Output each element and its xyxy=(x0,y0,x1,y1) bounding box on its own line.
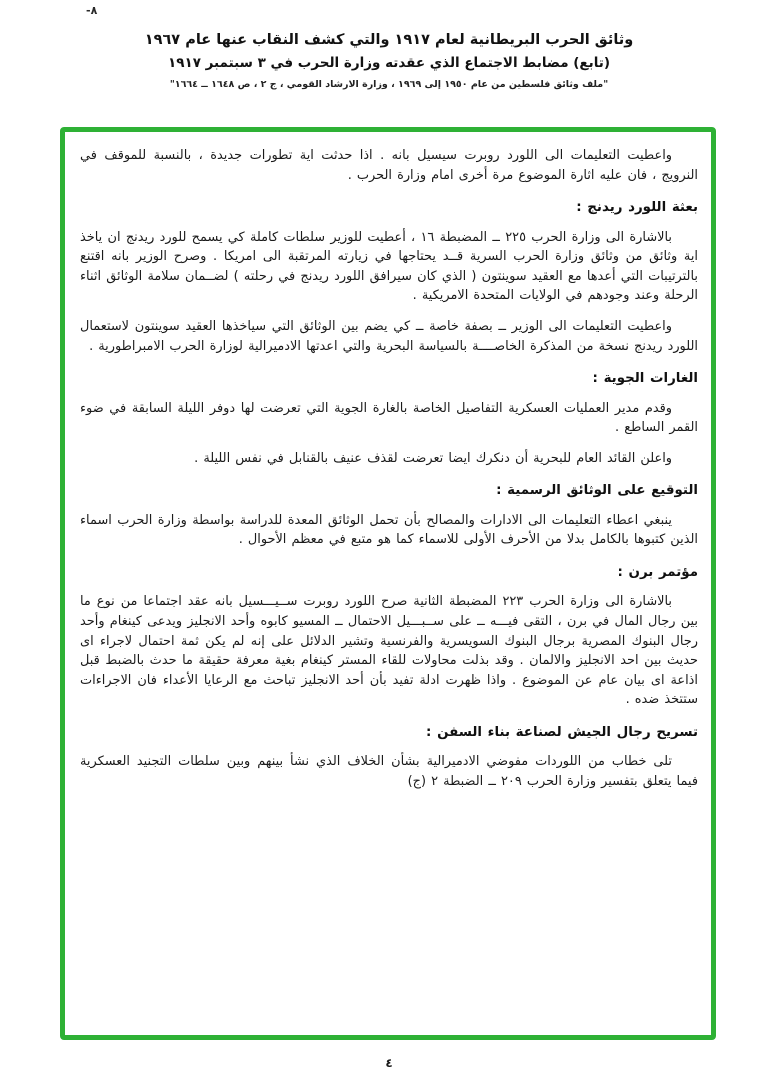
section-heading-signing-official-documents: التوقيع على الوثائق الرسمية : xyxy=(496,483,698,499)
section-paragraph: واعلن القائد العام للبحرية أن دنكرك ايضا تعرضت لقذف عنيف بالقنابل في نفس الليلة . xyxy=(194,450,672,466)
page-number: ٤ xyxy=(385,1056,393,1070)
section-heading-army-discharge-shipbuilding: تسريح رجال الجيش لصناعة بناء السفن : xyxy=(426,725,698,741)
section-heading-lord-reading-mission: بعثة اللورد ريدنج : xyxy=(576,200,698,216)
section-paragraph: بالاشارة الى وزارة الحرب ٢٢٣ المضبطة الثانية صرح اللورد روبرت ســيـــسيل بانه عقد اجتماعا من نوع ما بين رجال المال في برن ، التقى فيـــه ــ على ســبـــيل الاحتمال ــ المسيو كابوه وأحد الانجليز ويدعى كينغام وأحد رجال البنوك المصرية برجال البنوك السويسرية والفرنسية وتشير الدلائل على إنه لم يكن ثمة احتمال لاجراء اى حديث بين احد الانجليز والالمان . وقد بذلت محاولات للقاء المستر كينغام بغية معرفة حقيقة ما حدث بالضبط قبل اذاعة اى بيان عام عن الموضوع . واذا ظهرت ادلة تفيد بأن أحد الانجليز تباحث مع الرعايا الأعداء فان الاجراءات ستتخذ ضده . xyxy=(80,594,698,708)
section-paragraph: واعطيت التعليمات الى الوزير ــ بصفة خاصة ــ كي يضم بين الوثائق التي سياخذها العقيد سوينتون لاستعمال اللورد ريدنج نسخة من المذكرة الخاصــــة بالسياسة البحرية والتي اعدتها الادميرالية لوزارة الحرب الامبراطورية . xyxy=(80,319,698,354)
section-paragraph: بالاشارة الى وزارة الحرب ٢٢٥ ــ المضبطة ١٦ ، أعطيت للوزير سلطات كاملة كي يسمح للورد ريدنج ان ياخذ اية وثائق من وثائق وزارة الحرب السرية قــد يحتاجها في زيارته المرتقبة الى امريكا . وصرح الوزير بانه اقتنع بالترتيبات التي أعدها مع العقيد سوينتون ( الذي كان سيرافق اللورد ريدنج في رحلته ) لضــمان سلامة الوثائق اثناء الرحلة وعند وجودهم في الولايات المتحدة الامريكية . xyxy=(80,229,698,304)
document-body xyxy=(80,146,698,1028)
section-paragraph: تلى خطاب من اللوردات مفوضي الادميرالية بشأن الخلاف الذي نشأ بينهم وبين سلطات التجنيد العسكرية فيما يتعلق بتفسير وزارة الحرب ٢٠٩ ــ الضبطة ٢ (ج) xyxy=(80,754,698,790)
header-title-line1: وثائق الحرب البريطانية لعام ١٩١٧ والتي كشف النقاب عنها عام ١٩٦٧ xyxy=(144,32,634,48)
intro-paragraph: واعطيت التعليمات الى اللورد روبرت سيسيل بانه . اذا حدثت اية تطورات جديدة ، بالنسبة للموقف في النرويج ، فان عليه اثارة الموضوع مرة أخرى امام وزارة الحرب . xyxy=(80,148,698,183)
section-paragraph: ينبغي اعطاء التعليمات الى الادارات والمصالح بأن تحمل الوثائق المعدة للدراسة بواسطة وزارة الحرب اسماء الذين كتبوها بالكامل بدلا من الأحرف الأولى للاسماء كما هو متبع في معظم الأحوال . xyxy=(80,512,698,548)
corner-mark: -٨ xyxy=(86,4,98,17)
section-heading-bern-conference: مؤتمر برن : xyxy=(617,565,698,581)
document-header xyxy=(40,32,738,90)
header-title-line2: (تابع) مضابط الاجتماع الذي عقدته وزارة الحرب في ٣ سبتمبر ١٩١٧ xyxy=(167,55,611,71)
section-paragraph: وقدم مدير العمليات العسكرية التفاصيل الخاصة بالغارة الجوية التي تعرضت لها دوفر الليلة السابقة في ضوء القمر الساطع . xyxy=(80,400,698,436)
header-source-line: "ملف وثائق فلسطين من عام ١٩٥٠ إلى ١٩٦٩ ، وزارة الارشاد القومي ، ج ٢ ، ص ١٦٤٨ ــ ١٦٦٤" xyxy=(169,79,609,90)
section-heading-air-raids: الغارات الجوية : xyxy=(592,371,698,387)
